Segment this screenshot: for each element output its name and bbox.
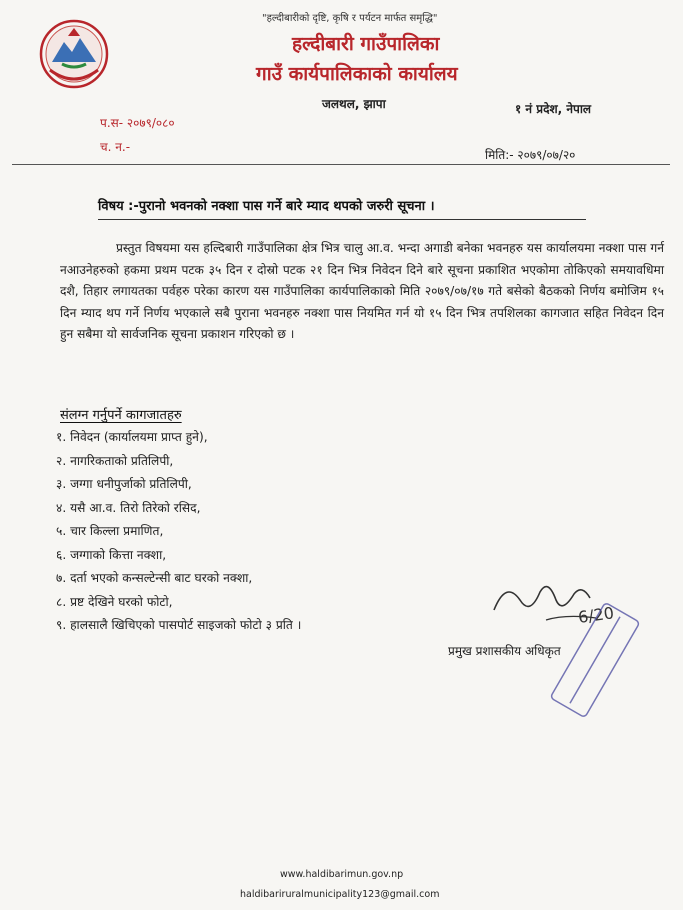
list-item: ६. जग्गाको कित्ता नक्शा, (56, 547, 167, 562)
footer-website-link[interactable]: www.haldibarimun.gov.np (280, 869, 404, 880)
subject-underline (98, 219, 586, 220)
notice-paragraph: प्रस्तुत विषयमा यस हल्दिबारी गाउँपालिका क्षेत्र भित्र चालु आ.व. भन्दा अगाडी बनेका भवनहरु यस कार्यालयमा नक्शा पास गर्न नआउनेहरुको हकमा प्रथम पटक ३५ दिन र दोस्रो पटक २१ दिन भित्र निवेदन दिने बारे सूचना प्रकाशित भएकोमा तोकिएको समयावधिमा दशै, तिहार लगायतका पर्वहरु परेका कारण यस गाउँपालिका कार्यपालिकाको मिति २०७९/०७/१७ गते बसेको बैठकको निर्णय बमोजिम १५ दिन म्याद थप गर्ने निर्णय भएकाले सबै पुराना भवनहरु नक्शा पास नियमित गर्न यो १५ दिन भित्र तपशिलका कागजात सहित निवेदन दिन हुन सबैमा यो सार्वजनिक सूचना प्रकाशन गरिएको छ । (60, 241, 664, 341)
signatory-title: प्रमुख प्रशासकीय अधिकृत (448, 644, 561, 658)
nepal-emblem-logo (38, 18, 110, 90)
dispatch-number: च. न.- (100, 140, 131, 154)
list-item: ७. दर्ता भएको कन्सल्टेन्सी बाट घरको नक्शा, (56, 571, 253, 585)
letterhead-tagline: "हल्दीबारीको दृष्टि, कृषि र पर्यटन मार्फत समृद्धि" (262, 13, 438, 24)
list-item: ३. जग्गा धनीपुर्जाको प्रतिलिपी, (56, 477, 192, 491)
office-name: गाउँ कार्यपालिकाको कार्यालय (256, 63, 458, 85)
header-divider (12, 164, 670, 165)
official-stamp (520, 600, 670, 720)
province-label: १ नं प्रदेश, नेपाल (515, 102, 592, 116)
list-item: २. नागरिकताको प्रतिलिपी, (56, 453, 174, 468)
list-item: ८. प्रष्ट देखिने घरको फोटो, (56, 594, 173, 609)
notice-body (60, 238, 664, 346)
list-item: ९. हालसालै खिचिएको पासपोर्ट साइजको फोटो ३ प्रति । (56, 618, 302, 632)
list-item: ५. चार किल्ला प्रमाणित, (56, 524, 164, 538)
notice-subject: विषय :-पुरानो भवनको नक्शा पास गर्ने बारे म्याद थपको जरुरी सूचना । (98, 199, 435, 214)
list-item: ४. यसै आ.व. तिरो तिरेको रसिद, (56, 500, 201, 515)
attachments-list (56, 426, 301, 638)
document-date: मिति:- २०७९/०७/२० (485, 148, 576, 162)
attachments-heading: संलग्न गर्नुपर्ने कागजातहरु (60, 408, 182, 423)
office-address: जलथल, झापा (322, 97, 386, 111)
list-item: १. निवेदन (कार्यालयमा प्राप्त हुने), (56, 430, 208, 444)
municipality-name: हल्दीबारी गाउँपालिका (292, 33, 440, 55)
reference-number: प.स- २०७९/०८० (100, 116, 175, 130)
signature-date-mark: 6/20 (576, 603, 616, 628)
footer-email-link[interactable]: haldibariruralmunicipality123@gmail.com (240, 889, 440, 900)
